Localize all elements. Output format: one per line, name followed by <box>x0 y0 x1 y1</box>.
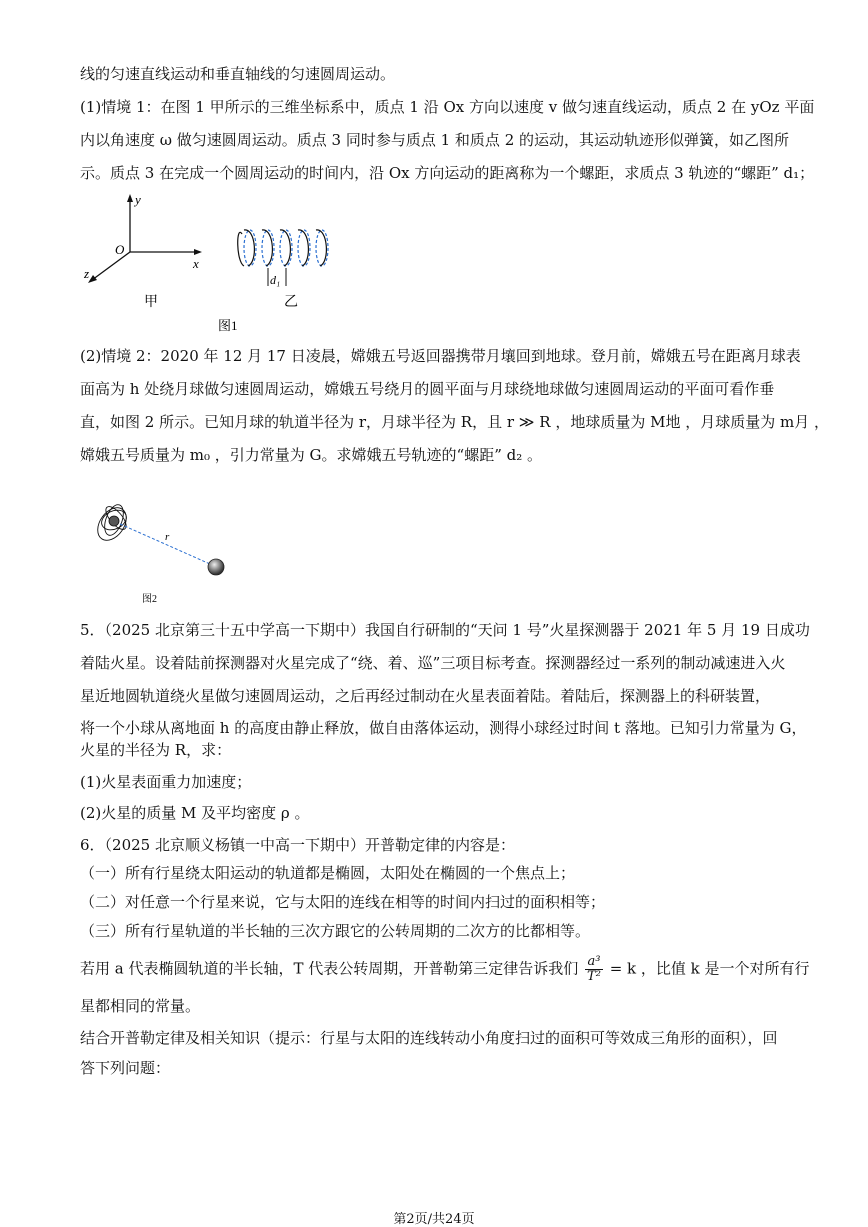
earth <box>208 559 224 575</box>
text-line: 火星的半径为 R，求： <box>80 741 232 759</box>
fraction-numerator: a³ <box>585 955 603 970</box>
text-line: 直，如图 2 所示。已知月球的轨道半径为 r，月球半径为 R，且 r ≫ R ，地球质量为 M地 ，月球质量为 m月 ， <box>80 413 829 431</box>
axis-x-label: x <box>193 256 199 271</box>
x-axis-arrow <box>194 249 202 255</box>
formula-tail-text: = k ，比值 k 是一个对所有行 <box>609 959 810 978</box>
figure-2-caption: 图2 <box>142 594 157 605</box>
text-line: (2)情境 2：2020 年 12 月 17 日凌晨，嫦娥五号返回器携带月壤回到地球。登月前，嫦娥五号在距离月球表 <box>80 347 801 365</box>
text-line: 结合开普勒定律及相关知识（提示：行星与太阳的连线转动小角度扫过的面积可等效成三角形的面积），回 <box>80 1029 778 1047</box>
pitch-label: d₁ <box>270 273 281 287</box>
z-axis-arrow <box>88 275 97 283</box>
text-line: 着陆火星。设着陆前探测器对火星完成了“绕、着、巡”三项目标考查。探测器经过一系列的制动减速进入火 <box>80 654 786 672</box>
text-line: 星近地圆轨道绕火星做匀速圆周运动，之后再经过制动在火星表面着陆。着陆后，探测器上的科研装置， <box>80 687 771 705</box>
label-jia: 甲 <box>144 295 158 310</box>
text-line: 嫦娥五号质量为 m₀ ，引力常量为 G。求嫦娥五号轨迹的“螺距” d₂ 。 <box>80 446 543 464</box>
page-footer: 第2页/共24页 <box>393 1212 475 1227</box>
text-line-with-formula <box>80 955 810 984</box>
text-line: 6．（2025 北京顺义杨镇一中高一下期中）开普勒定律的内容是： <box>80 836 515 854</box>
text-line: (2)火星的质量 M 及平均密度 ρ 。 <box>80 804 310 822</box>
text-line: (1)情境 1：在图 1 甲所示的三维坐标系中，质点 1 沿 Ox 方向以速度 v 做匀速直线运动，质点 2 在 yOz 平面 <box>80 98 815 116</box>
text-line: 将一个小球从离地面 h 的高度由静止释放，做自由落体运动，测得小球经过时间 t 落地。已知引力常量为 G， <box>80 719 807 737</box>
text-line: 面高为 h 处绕月球做匀速圆周运动，嫦娥五号绕月的圆平面与月球绕地球做匀速圆周运动的平面可看作垂 <box>80 380 775 398</box>
text-line: 星都相同的常量。 <box>80 997 201 1015</box>
fraction-denominator: T² <box>587 969 601 984</box>
text-line: 5．（2025 北京第三十五中学高一下期中）我国自行研制的“天问 1 号”火星探测器于 2021 年 5 月 19 日成功 <box>80 621 810 639</box>
radius-label: r <box>165 531 170 543</box>
text-line: （三）所有行星轨道的半长轴的三次方跟它的公转周期的二次方的比都相等。 <box>80 922 591 940</box>
figure-1-caption: 图1 <box>218 318 238 333</box>
text-line: 示。质点 3 在完成一个圆周运动的时间内，沿 Ox 方向运动的距离称为一个螺距，求质点 3 轨迹的“螺距” d₁； <box>80 164 815 182</box>
text-line: 内以角速度 ω 做匀速圆周运动。质点 3 同时参与质点 1 和质点 2 的运动，其运动轨迹形似弹簧，如乙图所 <box>80 131 790 149</box>
text-line: （二）对任意一个行星来说，它与太阳的连线在相等的时间内扫过的面积相等； <box>80 893 606 911</box>
moon <box>109 516 119 526</box>
orbit-radius-line <box>120 524 210 564</box>
axis-y-label: y <box>135 192 141 207</box>
origin-label: O <box>115 242 125 257</box>
y-axis-arrow <box>127 194 133 202</box>
text-line: (1)火星表面重力加速度； <box>80 773 252 791</box>
kepler-fraction <box>585 955 603 984</box>
formula-lead-text: 若用 a 代表椭圆轨道的半长轴，T 代表公转周期，开普勒第三定律告诉我们 <box>80 959 579 978</box>
label-yi: 乙 <box>284 295 298 310</box>
figure-1 <box>78 190 338 335</box>
text-line: 答下列问题： <box>80 1059 171 1077</box>
text-line: （一）所有行星绕太阳运动的轨道都是椭圆，太阳处在椭圆的一个焦点上； <box>80 864 576 882</box>
axis-z-label: z <box>84 266 90 281</box>
helix-spring <box>238 230 328 266</box>
text-line: 线的匀速直线运动和垂直轴线的匀速圆周运动。 <box>80 65 396 83</box>
figure-2 <box>90 490 250 608</box>
